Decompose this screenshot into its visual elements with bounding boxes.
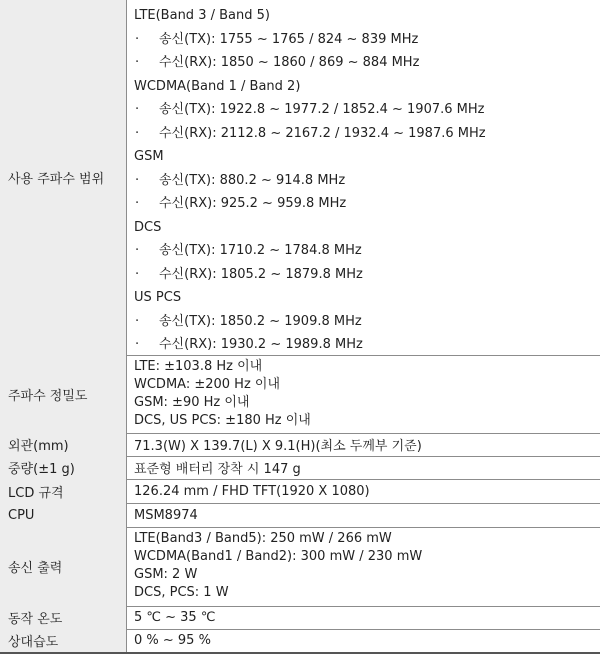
row-label: LCD 규격 (0, 479, 126, 503)
spec-row-frequency-accuracy (0, 355, 600, 434)
row-value (134, 479, 596, 503)
bullet: · (135, 55, 140, 70)
list-item-text: 수신(RX): 2112.8 ~ 2167.2 / 1932.4 ~ 1987.6 MHz (159, 125, 486, 141)
row-value (134, 4, 596, 357)
list-item (134, 28, 596, 52)
bullet: · (135, 102, 140, 117)
bullet: · (135, 125, 140, 141)
bullet: · (135, 31, 140, 47)
list-item-text: 수신(RX): 1850 ~ 1860 / 869 ~ 884 MHz (159, 55, 420, 70)
list-item-text: 송신(TX): 1710.2 ~ 1784.8 MHz (159, 243, 362, 258)
row-value-text: 5 ℃ ~ 35 ℃ (134, 610, 216, 625)
spec-row-transmit-power (0, 527, 600, 607)
group-heading: GSM (134, 149, 164, 164)
list-item (134, 169, 596, 193)
row-value (134, 433, 596, 456)
row-label: 사용 주파수 범위 (0, 0, 126, 355)
spec-row-weight (0, 456, 600, 480)
list-item-text: GSM: ±90 Hz 이내 (134, 395, 250, 410)
row-value-text: 표준형 배터리 장착 시 147 g (134, 462, 301, 477)
spec-row-cpu (0, 503, 600, 528)
list-item-text: DCS, US PCS: ±180 Hz 이내 (134, 413, 311, 428)
bullet: · (135, 243, 140, 258)
column-divider (126, 479, 127, 503)
group-heading: WCDMA(Band 1 / Band 2) (134, 78, 301, 94)
list-item-text: GSM: 2 W (134, 567, 198, 582)
column-divider (126, 503, 127, 527)
list-item-text: 송신(TX): 1850.2 ~ 1909.8 MHz (159, 313, 362, 329)
row-value-text: 71.3(W) X 139.7(L) X 9.1(H)(최소 두께부 기준) (134, 439, 422, 454)
list-item (134, 51, 596, 75)
list-item (134, 310, 596, 334)
spec-row-lcd (0, 479, 600, 504)
column-divider (126, 0, 127, 355)
row-value-text: 126.24 mm / FHD TFT(1920 X 1080) (134, 483, 370, 499)
list-item-text: 송신(TX): 1922.8 ~ 1977.2 / 1852.4 ~ 1907.6 MHz (159, 102, 485, 117)
list-item (134, 263, 596, 287)
list-item (134, 192, 596, 216)
row-value-text: 0 % ~ 95 % (134, 633, 211, 648)
column-divider (126, 355, 127, 433)
spec-row-relative-humidity (0, 629, 600, 654)
list-item-text: 송신(TX): 1755 ~ 1765 / 824 ~ 839 MHz (159, 31, 419, 47)
bullet: · (135, 337, 140, 352)
list-item (134, 333, 596, 357)
row-label: 상대습도 (0, 629, 126, 652)
list-item (134, 239, 596, 263)
row-value (134, 456, 596, 479)
spec-row-operating-temperature (0, 606, 600, 630)
row-label: 중량(±1 g) (0, 456, 126, 479)
column-divider (126, 456, 127, 479)
row-label: 동작 온도 (0, 606, 126, 629)
bullet: · (135, 313, 140, 329)
column-divider (126, 433, 127, 456)
row-value (134, 530, 596, 602)
list-item-text: LTE(Band3 / Band5): 250 mW / 266 mW (134, 531, 392, 546)
list-item-text: DCS, PCS: 1 W (134, 585, 229, 600)
column-divider (126, 606, 127, 629)
list-item-text: 수신(RX): 1805.2 ~ 1879.8 MHz (159, 266, 363, 282)
list-item-text: WCDMA(Band1 / Band2): 300 mW / 230 mW (134, 549, 423, 564)
row-value (134, 503, 596, 527)
bullet: · (135, 266, 140, 282)
group-heading: LTE(Band 3 / Band 5) (134, 8, 270, 23)
row-value (134, 629, 596, 652)
row-value (134, 358, 596, 430)
bullet: · (135, 172, 140, 188)
spec-row-dimensions (0, 433, 600, 457)
list-item-text: 수신(RX): 1930.2 ~ 1989.8 MHz (159, 337, 363, 352)
row-label: 주파수 정밀도 (0, 355, 126, 433)
column-divider (126, 527, 127, 606)
bullet: · (135, 196, 140, 211)
row-label: 외관(mm) (0, 433, 126, 456)
row-value (134, 606, 596, 629)
list-item (134, 122, 596, 146)
group-heading: US PCS (134, 290, 182, 305)
group-heading: DCS (134, 219, 162, 235)
column-divider (126, 629, 127, 652)
list-item-text: 수신(RX): 925.2 ~ 959.8 MHz (159, 196, 347, 211)
row-value-text: MSM8974 (134, 507, 198, 523)
row-label: 송신 출력 (0, 527, 126, 606)
list-item-text: 송신(TX): 880.2 ~ 914.8 MHz (159, 172, 346, 188)
list-item (134, 98, 596, 122)
list-item-text: LTE: ±103.8 Hz 이내 (134, 359, 263, 374)
row-label: CPU (0, 503, 126, 527)
list-item-text: WCDMA: ±200 Hz 이내 (134, 377, 281, 392)
